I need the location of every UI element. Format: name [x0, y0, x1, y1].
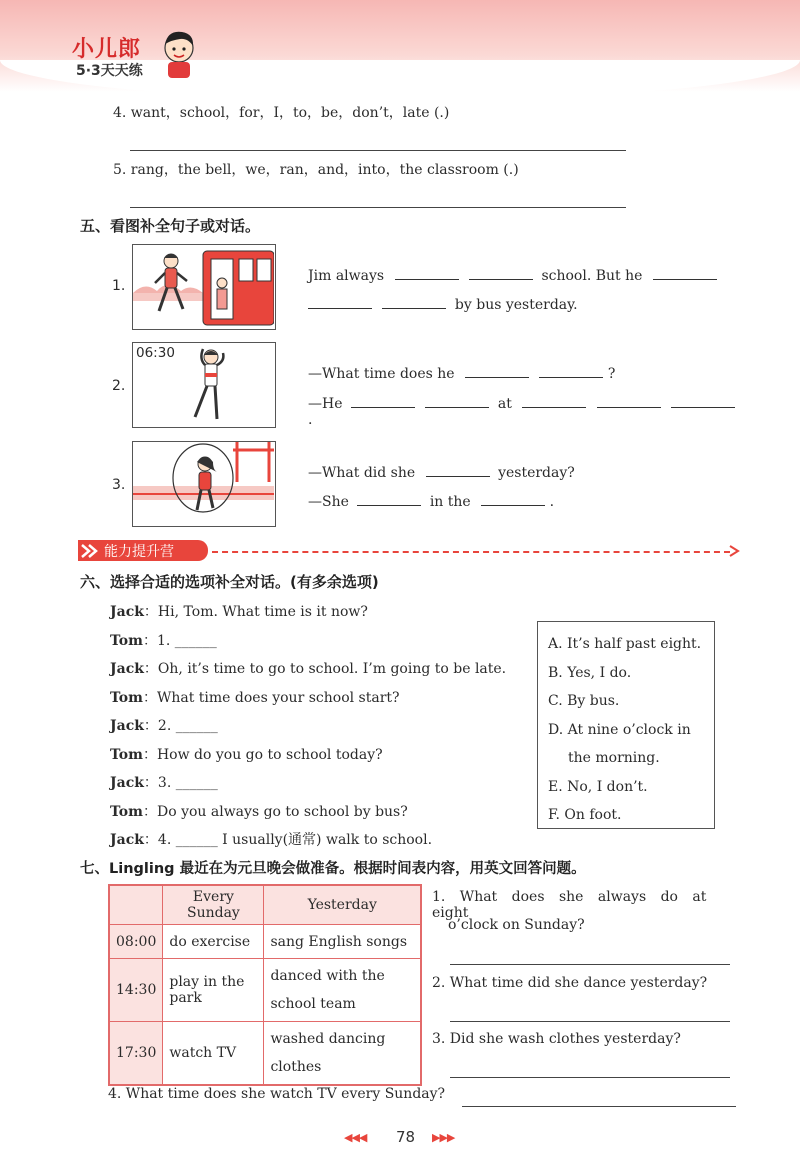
- table-row: [109, 1022, 421, 1086]
- table-cell-time: 08:00: [109, 925, 163, 959]
- dialogue-line: [110, 715, 530, 744]
- sentence-text: Jim always: [308, 268, 385, 284]
- question-7-4: 4. What time does she watch TV every Sunday?: [108, 1086, 446, 1102]
- dialogue-text: ：How do you go to school today?: [142, 746, 383, 763]
- speaker: Jack: [110, 718, 144, 734]
- table-cell: danced with the school team: [264, 959, 421, 1022]
- table-cell: watch TV: [163, 1022, 264, 1086]
- brand-title: 小儿郎: [72, 37, 142, 62]
- item-number: 2.: [112, 378, 126, 394]
- table-cell: do exercise: [163, 925, 264, 959]
- dialogue-line: [110, 801, 530, 830]
- table-header: [109, 885, 163, 925]
- option-e: E. No, I don’t.: [548, 778, 648, 795]
- blank[interactable]: [382, 295, 446, 309]
- blank[interactable]: [308, 295, 372, 309]
- sentence-text: school. But he: [541, 268, 643, 284]
- picture-2-dialogue-line-1: [308, 364, 728, 382]
- speaker: Tom: [110, 746, 143, 763]
- item-number: 3.: [112, 477, 126, 493]
- dialogue-text: —He: [308, 396, 343, 412]
- picture-2-dialogue-line-2: [308, 394, 738, 428]
- section-5-title: 五、看图补全句子或对话。: [80, 217, 261, 235]
- dialogue-text: ：What time does your school start?: [142, 689, 400, 706]
- picture-1-sentence-line-1: [308, 266, 728, 284]
- options-box: [537, 621, 715, 829]
- picture-girl-jumping-rope: [132, 441, 276, 527]
- dialogue-text: at: [497, 396, 512, 412]
- answer-line[interactable]: [450, 1021, 730, 1022]
- dialogue-line: [110, 829, 530, 858]
- table-header: Every Sunday: [163, 885, 264, 925]
- question-7-1: 1. What does she always do at eight: [432, 889, 707, 921]
- option-a: A. It’s half past eight.: [548, 636, 702, 652]
- dialogue-line: [110, 601, 530, 630]
- question-5-words: 5. rang，the bell，we，ran，and，into，the classroom (.): [113, 162, 519, 178]
- speaker: Tom: [110, 632, 143, 649]
- speaker: Tom: [110, 803, 143, 820]
- dialogue-text: ?: [607, 366, 616, 382]
- blank[interactable]: [357, 492, 421, 506]
- dialogue-text[interactable]: ：2. ______: [143, 718, 218, 734]
- answer-line[interactable]: [130, 150, 626, 151]
- dialogue-line: [110, 658, 530, 687]
- mascot-boy-icon: [158, 28, 200, 80]
- speaker: Jack: [110, 775, 144, 791]
- dialogue-line: [110, 744, 530, 773]
- timetable: [108, 884, 422, 1086]
- blank[interactable]: [597, 394, 661, 408]
- question-7-1-continued: o’clock on Sunday?: [448, 917, 585, 933]
- blank[interactable]: [425, 394, 489, 408]
- next-arrows-icon: ▶▶▶: [432, 1131, 455, 1144]
- table-cell-time: 17:30: [109, 1022, 163, 1086]
- dialogue-text: .: [549, 494, 555, 510]
- speaker: Jack: [110, 661, 144, 677]
- sentence-text: by bus yesterday.: [454, 297, 578, 313]
- blank[interactable]: [426, 463, 490, 477]
- dialogue-text[interactable]: ：4. ______ I usually(通常) walk to school.: [143, 832, 433, 848]
- clock-time: 06:30: [136, 345, 175, 361]
- blank[interactable]: [395, 266, 459, 280]
- dialogue-text: —What time does he: [308, 366, 455, 382]
- option-f: F. On foot.: [548, 807, 622, 823]
- speaker: Tom: [110, 689, 143, 706]
- table-row: [109, 925, 421, 959]
- blank[interactable]: [653, 266, 717, 280]
- option-c: C. By bus.: [548, 693, 620, 709]
- dialogue-text: in the: [429, 494, 471, 510]
- picture-3-dialogue-line-2: [308, 492, 728, 510]
- dialogue-text[interactable]: ：1. ______: [142, 632, 217, 649]
- dialogue-line: [110, 630, 530, 659]
- dialogue-text: yesterday?: [498, 465, 575, 481]
- speaker: Jack: [110, 604, 144, 620]
- dialogue-text: ：Oh, it’s time to go to school. I’m going to be late.: [143, 661, 507, 677]
- answer-line[interactable]: [130, 207, 626, 208]
- banner-title: 能力提升营: [104, 544, 174, 560]
- blank[interactable]: [469, 266, 533, 280]
- blank[interactable]: [351, 394, 415, 408]
- table-cell: sang English songs: [264, 925, 421, 959]
- option-b: B. Yes, I do.: [548, 664, 632, 681]
- table-cell: play in the park: [163, 959, 264, 1022]
- question-4-words: 4. want，school，for，I，to，be，don’t，late (.): [113, 105, 450, 121]
- dialogue-text: ：Hi, Tom. What time is it now?: [143, 604, 368, 620]
- blank[interactable]: [522, 394, 586, 408]
- picture-1-sentence-line-2: [308, 295, 728, 313]
- question-7-3: 3. Did she wash clothes yesterday?: [432, 1031, 681, 1047]
- brand-subtitle: 5·3天天练: [76, 63, 143, 79]
- picture-boy-exercising: [132, 342, 276, 428]
- table-cell-time: 14:30: [109, 959, 163, 1022]
- picture-boy-running-to-bus: [132, 244, 276, 330]
- blank[interactable]: [481, 492, 545, 506]
- banner-divider: [212, 551, 730, 553]
- dialogue-text: .: [308, 412, 313, 428]
- table-header: Yesterday: [264, 885, 421, 925]
- blank[interactable]: [671, 394, 735, 408]
- item-number: 1.: [112, 278, 126, 294]
- question-7-2: 2. What time did she dance yesterday?: [432, 975, 708, 991]
- picture-3-dialogue-line-1: [308, 463, 728, 481]
- table-cell: washed dancing clothes: [264, 1022, 421, 1086]
- blank[interactable]: [465, 364, 529, 378]
- blank[interactable]: [539, 364, 603, 378]
- arrow-icon: [80, 543, 98, 559]
- answer-line[interactable]: [450, 1077, 730, 1078]
- option-d-continued: the morning.: [568, 750, 660, 766]
- prev-arrows-icon: ◀◀◀: [344, 1131, 367, 1144]
- dialogue-line: [110, 687, 530, 716]
- table-row: [109, 959, 421, 1022]
- dialogue-text: —What did she: [308, 465, 416, 481]
- dialogue-text: —She: [308, 494, 349, 510]
- section-6-title: 六、选择合适的选项补全对话。(有多余选项): [80, 573, 379, 591]
- option-d: D. At nine o’clock in: [548, 721, 691, 738]
- table-header-row: [109, 885, 421, 925]
- chevron-right-icon: [728, 545, 740, 557]
- page-number: 78: [396, 1128, 416, 1146]
- answer-line[interactable]: [450, 964, 730, 965]
- dialogue-text: ：Do you always go to school by bus?: [142, 803, 408, 820]
- dialogue-text[interactable]: ：3. ______: [143, 775, 218, 791]
- dialogue-list: [110, 601, 530, 858]
- section-7-title: 七、Lingling 最近在为元旦晚会做准备。根据时间表内容，用英文回答问题。: [80, 861, 586, 877]
- speaker: Jack: [110, 832, 144, 848]
- answer-line[interactable]: [462, 1106, 736, 1107]
- dialogue-line: [110, 772, 530, 801]
